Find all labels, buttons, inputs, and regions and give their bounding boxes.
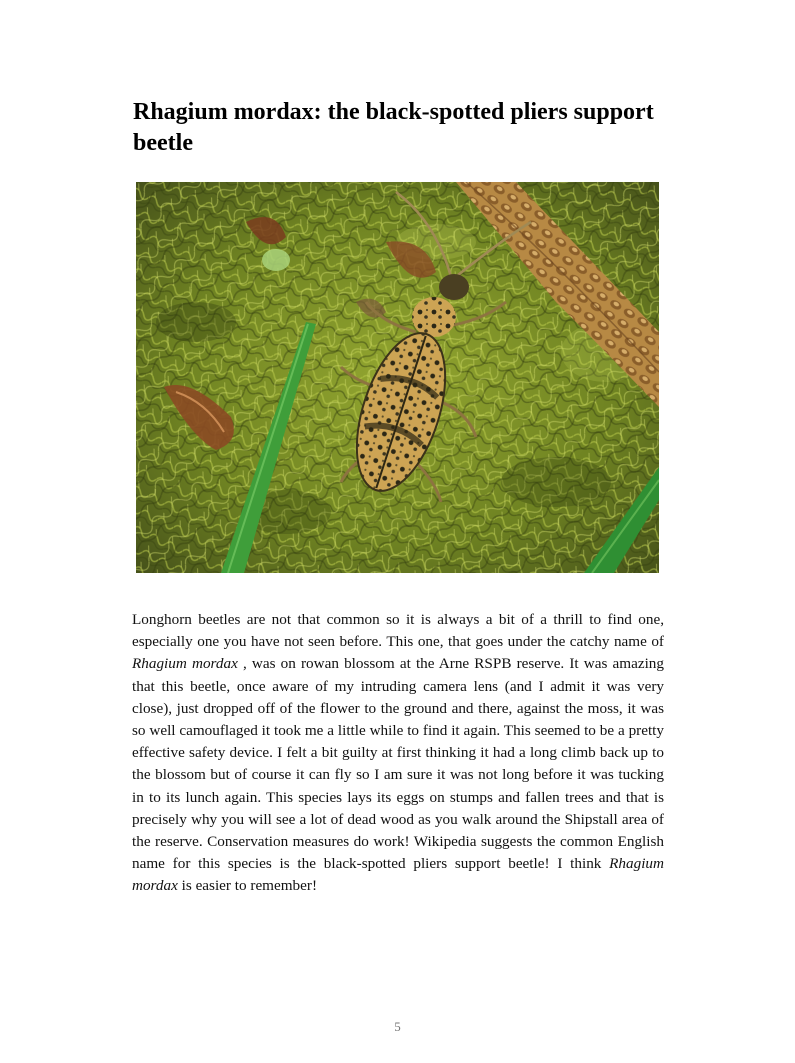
beetle-photo (136, 182, 659, 573)
paragraph-text-part3: is easier to remember! (177, 877, 318, 895)
paragraph-text-part1: Longhorn beetles are not that common so it is always a bit of a thrill to find one, especially one you have not seen before. This one, that goes under the catchy name of (132, 611, 664, 651)
page-title: Rhagium mordax: the black-spotted pliers support beetle (133, 99, 654, 156)
species-name-italic: Rhagium mordax (132, 855, 664, 895)
page-number: 5 (394, 1019, 401, 1034)
species-name-italic: Rhagium mordax (132, 655, 238, 673)
paragraph-text-part2: , was on rowan blossom at the Arne RSPB reserve. It was amazing that this beetle, once aware of my intruding camera lens (and I admit it was very close), just dropped off of the flower to the ground and there, against the moss, it was so well camouflaged it took me a little while to find it again. This seemed to be a pretty effective safety device. I felt a bit guilty at first thinking it had a long climb back up to the blossom but of course it can fly so I am sure it was not long before it was tucking in to its lunch again. This species lays its eggs on stumps and fallen trees and that is precisely why you will see a lot of dead wood as you walk around the Shipstall area of the reserve. Conservation measures do work! Wikipedia suggests the common English name for this species is the black-spotted pliers support beetle! I think (132, 655, 664, 873)
article-paragraph (132, 609, 664, 898)
